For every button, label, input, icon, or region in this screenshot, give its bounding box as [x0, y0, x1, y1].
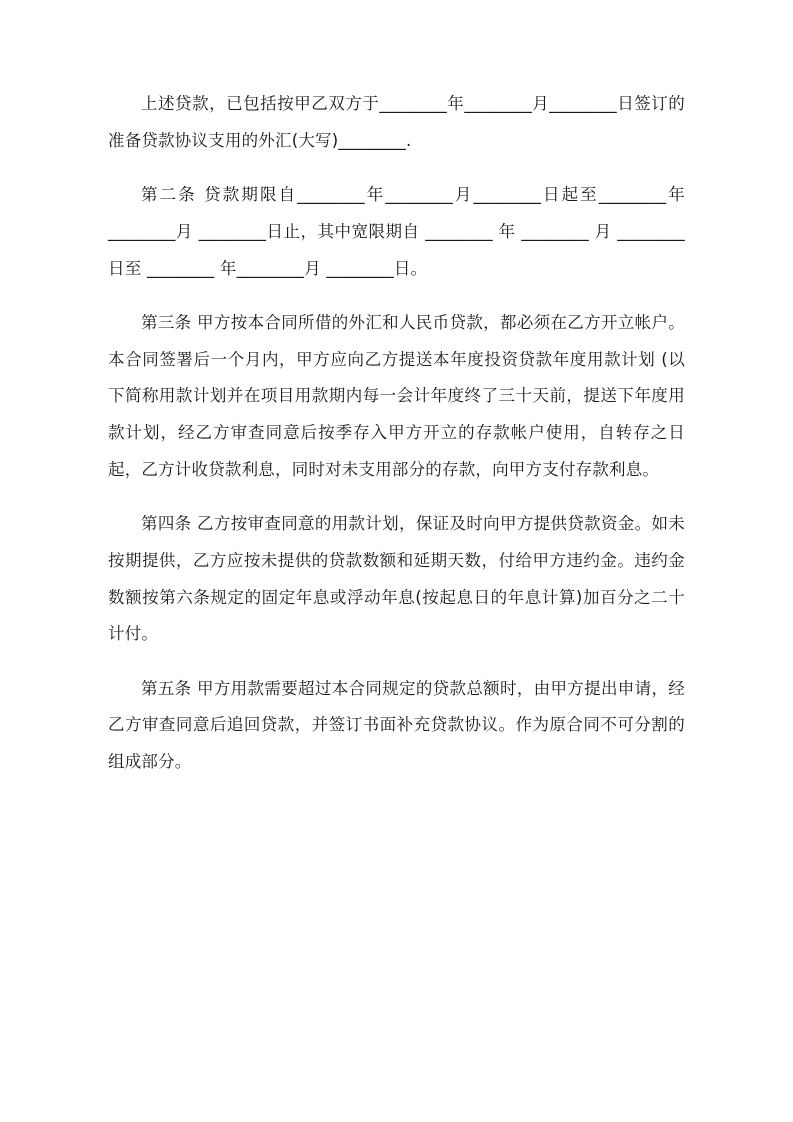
paragraph-loan-included: 上述贷款，已包括按甲乙双方于________年________月________日签订的准备贷款协议支用的外汇(大写)________.	[108, 94, 685, 150]
paragraph-article-2: 第二条 贷款期限自________年________月________日起至________年________月 ________日止，其中宽限期自 ________ 年 ________ 月 ________ 日至 ________ 年________月 ________日。	[108, 185, 685, 278]
paragraph-article-3: 第三条 甲方按本合同所借的外汇和人民币贷款，都必须在乙方开立帐户。本合同签署后一个月内，甲方应向乙方提送本年度投资贷款年度用款计划 (以下简称用款计划并在项目用款期内每一会计年度终了三十天前，提送下年度用款计划，经乙方审查同意后按季存入甲方开立的存款帐户使用，自转存之日起，乙方计收贷款利息，同时对未支用部分的存款，向甲方支付存款利息。	[108, 313, 685, 479]
paragraph-article-4: 第四条 乙方按审查同意的用款计划，保证及时向甲方提供贷款资金。如未按期提供，乙方应按未提供的贷款数额和延期天数，付给甲方违约金。违约金数额按第六条规定的固定年息或浮动年息(按起息日的年息计算)加百分之二十计付。	[108, 514, 685, 644]
paragraph-article-5: 第五条 甲方用款需要超过本合同规定的贷款总额时，由甲方提出申请，经乙方审查同意后追回贷款，并签订书面补充贷款协议。作为原合同不可分割的组成部分。	[108, 678, 685, 771]
document-body	[108, 86, 685, 781]
